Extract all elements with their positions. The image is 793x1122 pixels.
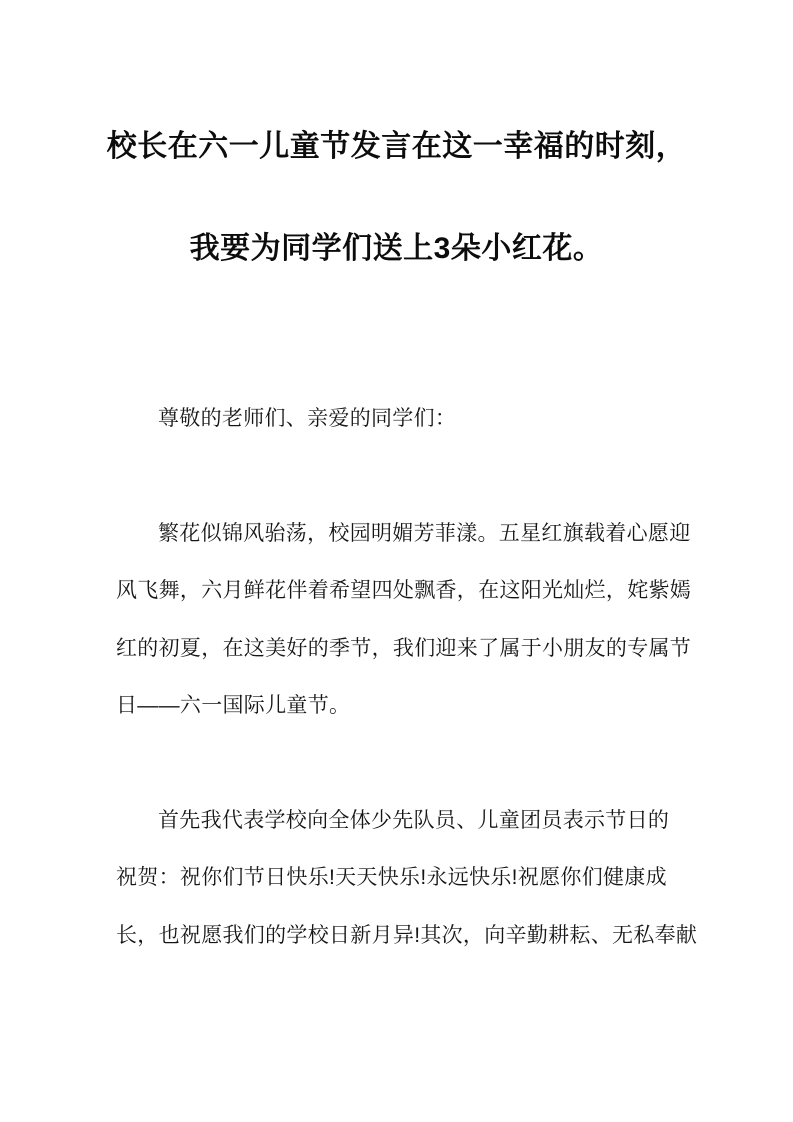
document-body	[0, 390, 793, 964]
text-line: 祝贺：祝你们节日快乐!天天快乐!永远快乐!祝愿你们健康成	[116, 866, 667, 889]
document-title	[0, 96, 793, 300]
text-line: 日——六一国际儿童节。	[116, 694, 351, 717]
text-line: 风飞舞，六月鲜花伴着希望四处飘香，在这阳光灿烂，姹紫嫣	[116, 579, 692, 602]
text-line: 首先我代表学校向全体少先队员、儿童团员表示节日的	[158, 808, 670, 832]
text-line: 红的初夏，在这美好的季节，我们迎来了属于小朋友的专属节	[116, 636, 692, 660]
paragraph-opening	[116, 505, 697, 735]
paragraph-salutation	[116, 390, 697, 448]
title-line-2: 我要为同学们送上3朵小红花。	[189, 232, 604, 265]
paragraph-greetings	[116, 792, 697, 965]
text-line: 长，也祝愿我们的学校日新月异!其次，向辛勤耕耘、无私奉献	[116, 923, 698, 947]
title-line-1: 校长在六一儿童节发言在这一幸福的时刻，	[106, 130, 687, 163]
text-line: 尊敬的老师们、亲爱的同学们：	[158, 407, 457, 430]
text-line: 繁花似锦风骀荡，校园明媚芳菲漾。五星红旗载着心愿迎	[158, 521, 691, 545]
